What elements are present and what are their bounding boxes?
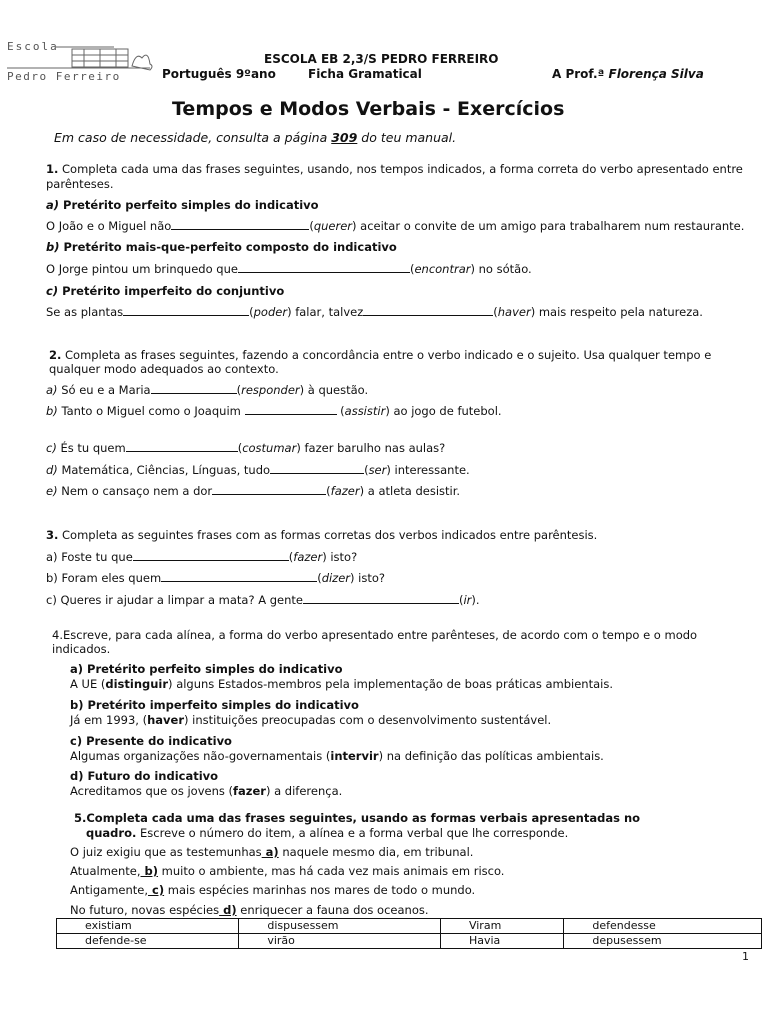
ex4-b-post: ) instituições preocupadas com o desenvolvimento sustentável. [184,713,552,727]
teacher-prefix: A Prof.ª [552,67,605,81]
ex5-sentence-b [70,864,504,878]
ex5-sentence-c [70,883,475,897]
ex1-c-sentence: Se as plantas (poder) falar, talvez (haver) mais respeito pela natureza. [46,305,703,319]
gap-marker: c) [148,883,165,897]
verb-hint: fazer [233,784,266,798]
verb-hint: fazer [293,550,323,564]
ex2-e-post: ) a atleta desistir. [359,484,461,498]
table-cell: dispusessem [239,919,441,934]
ex2-b-letter: b) [46,404,58,418]
table-cell: defende-se [57,934,239,949]
ex2-instruction [49,348,711,362]
ex4-d-pre: Acreditamos que os jovens ( [70,784,234,798]
verb-hint: ser [368,463,387,477]
ex2-a-pre: Só eu e a Maria [57,383,151,397]
ex1-c-label-text: Pretérito imperfeito do conjuntivo [58,284,285,298]
ex1-a-letter: a) [46,198,60,212]
verb-hint: haver [147,713,185,727]
ex1-b-label [46,240,397,254]
ex5-b-pre: Atualmente, [70,864,141,878]
ex1-b-label-text: Pretérito mais-que-perfeito composto do indicativo [59,240,397,254]
verb-hint: fazer [330,484,360,498]
ex5-a-pre: O juiz exigiu que as testemunhas [70,845,262,859]
ex1-a-sentence: O João e o Miguel não (querer) aceitar o convite de um amigo para trabalharem num restaurante. [46,219,745,233]
ex2-a-post: ) à questão. [299,383,369,397]
ex4-a-pre: A UE ( [70,677,106,691]
page-title: Tempos e Modos Verbais - Exercícios [172,98,565,120]
gap-marker: a) [261,845,279,859]
ex1-instr-l1: Completa cada uma das frases seguintes, usando, nos tempos indicados, a forma correta do verbo apresentado entre [58,162,743,176]
ex5-sentence-d [70,903,429,917]
verb-hint: encontrar [414,262,471,276]
ex1-b-sentence: O Jorge pintou um brinquedo que (encontrar) no sótão. [46,262,532,276]
answer-blank[interactable] [303,593,459,604]
answer-blank[interactable] [126,441,238,452]
ex2-item-c: c) És tu quem (costumar) fazer barulho nas aulas? [46,441,446,455]
ex5-instr-rest: Escreve o número do item, a alínea e a forma verbal que lhe corresponde. [136,826,569,840]
sheet-label: Ficha Gramatical [308,67,422,81]
ex2-e-pre: Nem o cansaço nem a dor [57,484,213,498]
ex2-b-post: ) ao jogo de futebol. [385,404,502,418]
ex2-c-post: ) fazer barulho nas aulas? [296,441,446,455]
verb-hint: assistir [344,404,386,418]
ex1-a-label [46,198,319,212]
ex2-instruction-l2: qualquer modo adequados ao contexto. [49,362,279,376]
ex2-instr-l1: Completa as frases seguintes, fazendo a concordância entre o verbo indicado e o sujeito. Usa qualquer tempo e [61,348,712,362]
answer-blank[interactable] [161,571,317,582]
ex4-d-post: ) a diferença. [265,784,343,798]
gap-marker: d) [219,903,237,917]
ex4-b-sentence [70,713,551,727]
ex2-d-post: ) interessante. [386,463,470,477]
ex4-b-label: b) Pretérito imperfeito simples do indicativo [70,698,359,712]
manual-page: 309 [331,130,358,145]
ex1-a-label-text: Pretérito perfeito simples do indicativo [59,198,319,212]
table-cell: depusessem [564,934,762,949]
ex2-e-letter: e) [46,484,58,498]
answer-blank[interactable] [238,262,410,273]
answer-blank[interactable] [123,305,249,316]
answer-blank[interactable] [133,550,289,561]
table-cell: virão [239,934,441,949]
ex5-sentence-a [70,845,473,859]
subtitle-pre: Em caso de necessidade, consulta a página [54,130,332,145]
ex5-d-pre: No futuro, novas espécies [70,903,220,917]
verb-hint: dizer [321,571,351,585]
verb-hint: ir [463,593,472,607]
ex1-b-post: ) no sótão. [470,262,532,276]
ex1-b-pre: O Jorge pintou um brinquedo que [46,262,238,276]
ex1-instruction [46,162,743,176]
ex2-item-a: a) Só eu e a Maria (responder) à questão. [46,383,369,397]
ex4-b-pre: Já em 1993, ( [70,713,148,727]
gap-marker: b) [140,864,159,878]
subject-label: Português 9ºano [162,67,276,81]
ex2-item-e: e) Nem o cansaço nem a dor (fazer) a atleta desistir. [46,484,461,498]
ex1-a-pre: O João e o Miguel não [46,219,172,233]
ex3-item-a: a) Foste tu que (fazer) isto? [46,550,358,564]
verb-hint: distinguir [105,677,169,691]
verb-hint: responder [241,383,300,397]
ex5-instruction: 5.Completa cada uma das frases seguintes, usando as formas verbais apresentadas no [74,811,641,825]
table-cell: Viram [440,919,563,934]
answer-blank[interactable] [171,219,309,230]
subtitle [54,130,456,145]
ex3-number: 3. [46,528,59,542]
ex4-instruction: 4.Escreve, para cada alínea, a forma do verbo apresentado entre parênteses, de acordo com o tempo e o modo [52,628,698,642]
ex2-c-letter: c) [46,441,57,455]
ex4-instruction-l2: indicados. [52,642,111,656]
answer-blank[interactable] [245,404,337,415]
logo-text-bottom: Pedro Ferreiro [7,70,121,83]
ex5-b-post: muito o ambiente, mas há cada vez mais animais em risco. [158,864,505,878]
verb-hint: intervir [330,749,379,763]
verb-hint: querer [313,219,353,233]
ex3-item-c: c) Queres ir ajudar a limpar a mata? A gente (ir). [46,593,480,607]
answer-blank[interactable] [270,463,364,474]
ex4-a-label: a) Pretérito perfeito simples do indicativo [70,662,343,676]
ex4-c-sentence [70,749,604,763]
ex3-item-b: b) Foram eles quem (dizer) isto? [46,571,386,585]
ex2-item-d: d) Matemática, Ciências, Línguas, tudo (ser) interessante. [46,463,470,477]
ex2-number: 2. [49,348,62,362]
school-logo [4,38,154,86]
ex3-instruction [46,528,597,542]
verb-forms-table [56,918,762,949]
table-cell: defendesse [564,919,762,934]
ex3-c-pre: c) Queres ir ajudar a limpar a mata? A gente [46,593,303,607]
ex4-a-post: ) alguns Estados-membros pela implementação de boas práticas ambientais. [168,677,613,691]
answer-blank[interactable] [363,305,493,316]
ex3-b-post: ) isto? [350,571,386,585]
verb-hint: haver [497,305,531,319]
ex3-c-post: ). [471,593,480,607]
verb-hint: poder [253,305,288,319]
ex5-instr-bold: quadro. [86,826,137,840]
ex4-c-label: c) Presente do indicativo [70,734,232,748]
ex5-a-post: naquele mesmo dia, em tribunal. [278,845,474,859]
ex3-b-pre: b) Foram eles quem [46,571,162,585]
ex1-a-post: ) aceitar o convite de um amigo para trabalharem num restaurante. [352,219,745,233]
ex3-instr: Completa as seguintes frases com as formas corretas dos verbos indicados entre parêntesis. [58,528,598,542]
ex5-instruction-l2 [86,826,568,840]
ex2-b-pre: Tanto o Miguel como o Joaquim [57,404,245,418]
ex5-c-pre: Antigamente, [70,883,149,897]
ex1-c-label [46,284,284,298]
teacher-name: Florença Silva [608,67,704,81]
logo-text-top: Escola [7,40,59,53]
ex1-c-post: ) mais respeito pela natureza. [530,305,703,319]
ex5-c-post: mais espécies marinhas nos mares de todo o mundo. [164,883,476,897]
table-row [57,919,762,934]
answer-blank[interactable] [212,484,326,495]
ex2-d-pre: Matemática, Ciências, Línguas, tudo [57,463,271,477]
page-number: 1 [742,950,749,963]
ex2-c-pre: És tu quem [56,441,126,455]
subtitle-post: do teu manual. [357,130,457,145]
ex2-d-letter: d) [46,463,58,477]
ex4-c-post: ) na definição das políticas ambientais. [378,749,604,763]
ex3-a-pre: a) Foste tu que [46,550,133,564]
answer-blank[interactable] [151,383,237,394]
ex1-c-pre: Se as plantas [46,305,124,319]
table-row [57,934,762,949]
ex2-a-letter: a) [46,383,58,397]
ex1-number: 1. [46,162,59,176]
ex5-d-post: enriquecer a fauna dos oceanos. [236,903,429,917]
table-cell: Havia [440,934,563,949]
ex4-c-pre: Algumas organizações não-governamentais ( [70,749,331,763]
ex2-item-b: b) Tanto o Miguel como o Joaquim (assistir) ao jogo de futebol. [46,404,502,418]
school-name: ESCOLA EB 2,3/S PEDRO FERREIRO [264,52,499,66]
ex1-c-mid: ) falar, talvez [287,305,364,319]
ex4-d-label: d) Futuro do indicativo [70,769,219,783]
ex1-c-letter: c) [46,284,59,298]
ex3-a-post: ) isto? [322,550,358,564]
ex1-b-letter: b) [46,240,60,254]
verb-hint: costumar [242,441,297,455]
table-cell: existiam [57,919,239,934]
ex1-instruction-l2: parênteses. [46,177,114,191]
ex4-a-sentence [70,677,613,691]
ex4-d-sentence [70,784,342,798]
teacher-label [552,67,704,81]
